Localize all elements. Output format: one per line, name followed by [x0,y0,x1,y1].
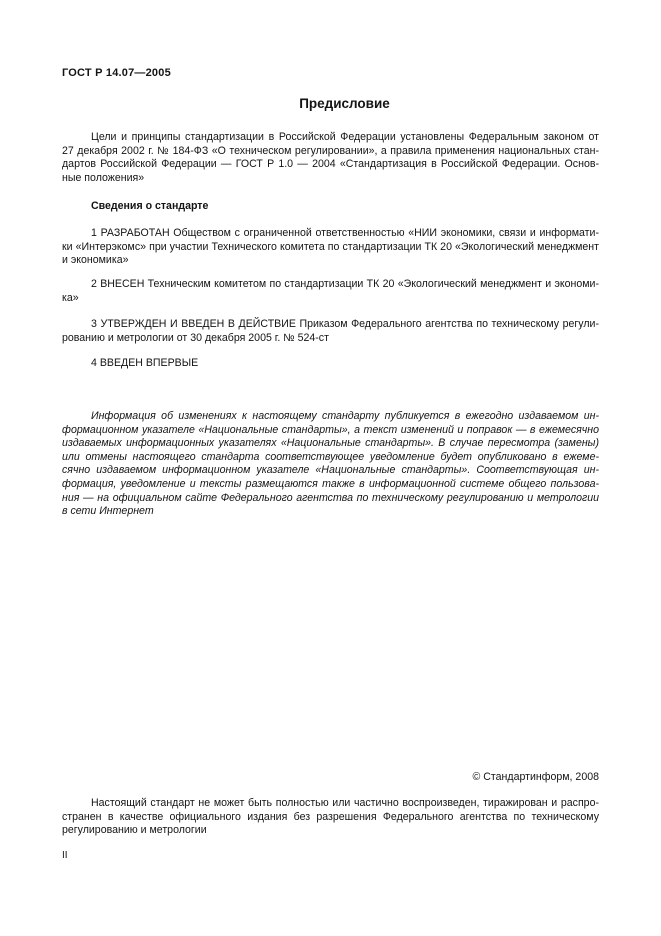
section-subheading: Сведения о стандарте [91,200,209,212]
text-line: Цели и принципы стандартизации в Российской Федерации установлены Федеральным законом от [91,131,599,143]
text-line: 27 декабря 2002 г. № 184-ФЗ «О техническом регулировании», а правила применения национальных стан- [62,144,599,157]
text-line: и экономика» [62,254,129,267]
text-line: ные положения» [62,171,145,184]
item-2-paragraph [62,278,599,305]
text-line: 4 ВВЕДЕН ВПЕРВЫЕ [91,357,199,369]
text-line: издаваемых информационных указателях «Национальные стандарты». В случае пересмотра (замены) [62,437,599,450]
text-line: странен в качестве официального издания без разрешения Федерального агентства по техническому [62,810,599,823]
item-4-paragraph [62,357,599,371]
document-code: ГОСТ Р 14.07—2005 [62,67,171,79]
text-line: регулированию и метрологии [62,824,207,837]
text-line: 1 РАЗРАБОТАН Обществом с ограниченной ответственностью «НИИ экономики, связи и информати- [91,227,599,239]
text-line: ка» [62,291,79,304]
text-line: Настоящий стандарт не может быть полностью или частично воспроизведен, тиражирован и распро- [91,797,599,809]
reproduction-paragraph [62,797,599,838]
page-number: II [62,850,68,861]
text-line: или отмены настоящего стандарта соответствующее уведомление будет опубликовано в ежеме- [62,450,599,463]
text-line: 2 ВНЕСЕН Техническим комитетом по стандартизации ТК 20 «Экологический менеджмент и экономи- [91,278,599,290]
item-1-paragraph [62,227,599,268]
text-line: ки «Интерэкомс» при участии Технического комитета по стандартизации ТК 20 «Экологический менеджмент [62,240,599,253]
item-3-paragraph [62,318,599,345]
page-title: Предисловие [299,96,390,111]
intro-paragraph [62,131,599,185]
text-line: дартов Российской Федерации — ГОСТ Р 1.0 — 2004 «Стандартизация в Российской Федерации. Основ- [62,158,599,171]
copyright-notice: © Стандартинформ, 2008 [472,771,599,783]
text-line: ния — на официальном сайте Федерального агентства по техническому регулированию и метрологии [62,491,599,504]
text-line: в сети Интернет [62,505,154,518]
text-line: формация, уведомление и тексты размещаются также в информационной системе общего пользова- [62,477,599,490]
notice-paragraph [62,410,599,519]
text-line: 3 УТВЕРЖДЕН И ВВЕДЕН В ДЕЙСТВИЕ Приказом Федерального агентства по техническому регули- [91,318,599,330]
text-line: формационном указателе «Национальные стандарты», а текст изменений и поправок — в ежемесячно [62,423,599,436]
text-line: сячно издаваемом информационном указателе «Национальные стандарты». Соответствующая ин- [62,464,599,477]
text-line: Информация об изменениях к настоящему стандарту публикуется в ежегодно издаваемом ин- [91,410,599,422]
text-line: рованию и метрологии от 30 декабря 2005 г. № 524-ст [62,331,329,344]
